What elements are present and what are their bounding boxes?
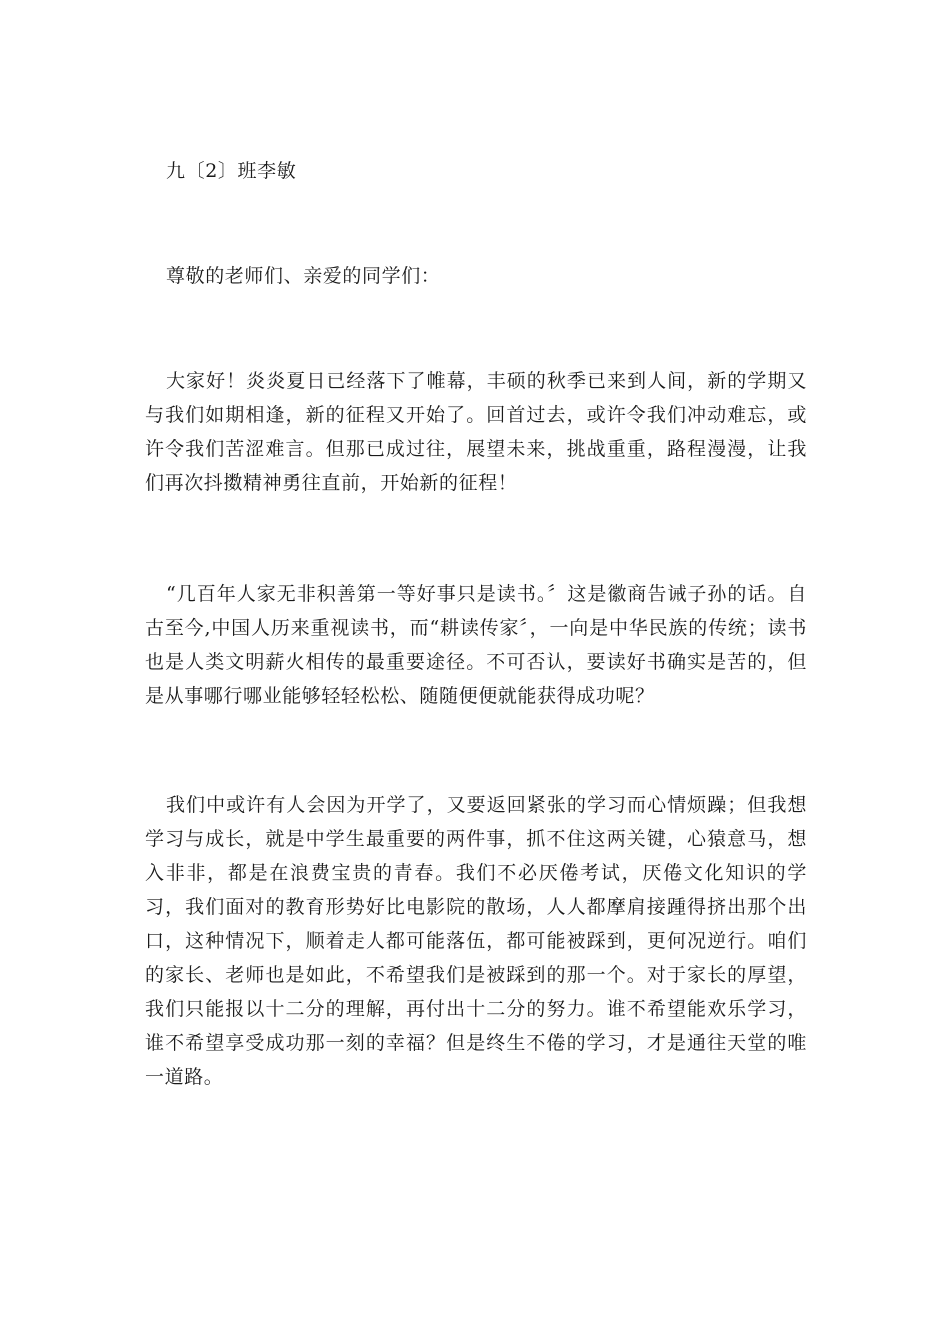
body-paragraph-1: 大家好！炎炎夏日已经落下了帷幕，丰硕的秋季已来到人间，新的学期又与我们如期相逢，新的征程又开始了。回首过去，或许令我们冲动难忘，或许令我们苦涩难言。但那已成过往，展望未来，挑战重重，路程漫漫，让我们再次抖擞精神勇往直前，开始新的征程！ xyxy=(145,370,807,494)
body-paragraph-3: 我们中或许有人会因为开学了，又要返回紧张的学习而心情烦躁；但我想学习与成长，就是中学生最重要的两件事，抓不住这两关键，心猿意马，想入非非，都是在浪费宝贵的青春。我们不必厌倦考试，厌倦文化知识的学习，我们面对的教育形势好比电影院的散场，人人都摩肩接踵得挤出那个出口，这种情况下，顺着走人都可能落伍，都可能被踩到，更何况逆行。咱们的家长、老师也是如此，不希望我们是被踩到的那一个。对于家长的厚望，我们只能报以十二分的理解，再付出十二分的努力。谁不希望能欢乐学习，谁不希望享受成功那一刻的幸福？但是终生不倦的学习，才是通往天堂的唯一道路。 xyxy=(145,794,807,1088)
body-paragraph-2: “几百年人家无非积善第一等好事只是读书。〞这是徽商告诫子孙的话。自古至今,中国人历来重视读书，而“耕读传家〞，一向是中华民族的传统；读书也是人类文明薪火相传的最重要途径。不可否认，要读好书确实是苦的，但是从事哪行哪业能够轻轻松松、随随便便就能获得成功呢？ xyxy=(145,583,807,707)
author-line: 九〔2〕班李敏 xyxy=(166,160,297,182)
greeting-line: 尊敬的老师们、亲爱的同学们： xyxy=(166,265,441,287)
